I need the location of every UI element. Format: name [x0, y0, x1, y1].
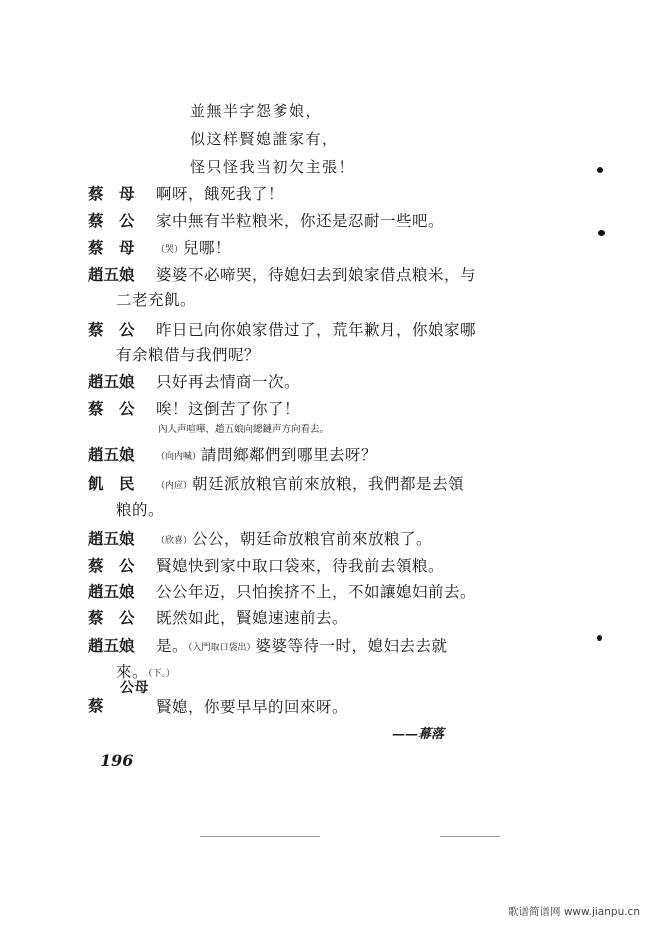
dialogue-line: [88, 472, 464, 494]
stage-note: （哭）: [156, 245, 184, 255]
dialogue-text: 賢媳，你要早早的回來呀。: [156, 698, 349, 716]
speaker: 趙五娘: [88, 445, 135, 464]
dialogue-line: [88, 318, 476, 340]
dialogue-text: 朝廷派放粮官前來放粮，我們都是去領: [192, 475, 465, 493]
speaker: 趙五娘: [88, 529, 135, 548]
stage-note: （内应）: [156, 481, 193, 491]
speaker: 趙五娘: [88, 372, 135, 391]
dialogue-text: 婆婆不必啼哭，待媳妇去到娘家借点粮米，与: [156, 266, 477, 284]
dialogue-text: 昨日已向你娘家借过了，荒年歉月，你娘家哪: [156, 321, 477, 339]
dialogue-text: 啊呀，餓死我了！: [156, 185, 285, 203]
dialogue-line-final: [88, 680, 349, 717]
speaker-a: 蔡: [88, 696, 105, 715]
dialogue-line: [88, 527, 432, 549]
dialogue-line: [88, 580, 476, 602]
dialogue-line: [88, 236, 231, 258]
dialogue-continuation: 有余粮借与我們呢？: [116, 346, 261, 364]
speaker-stacked: [88, 680, 156, 715]
dialogue-text: 只好再去情商一次。: [156, 373, 301, 391]
dialogue-text: 賢媳快到家中取口袋來，待我前去領粮。: [156, 557, 445, 575]
scan-noise: [200, 836, 320, 837]
dialogue-continuation: 粮的。: [116, 501, 165, 519]
dialogue-text: 兒哪！: [183, 239, 232, 257]
continuation-text: 來。: [116, 663, 149, 681]
dialogue-line: [88, 370, 300, 392]
dialogue-line: [88, 397, 300, 419]
curtain-falls: ——幕落: [392, 727, 445, 742]
speaker: 趙五娘: [88, 265, 135, 284]
dialogue-line: [88, 263, 476, 285]
dialogue-text: 公公，朝廷命放粮官前來放粮了。: [192, 530, 433, 548]
verse-line-3: 怪只怪我当初欠主張！: [190, 158, 356, 176]
stage-note: （向内喊）: [156, 452, 202, 462]
scan-speck: [598, 230, 605, 236]
speaker: 趙五娘: [88, 582, 135, 601]
speaker: 蔡 公: [88, 608, 135, 627]
stage-note: （下。）: [148, 669, 176, 679]
speaker: 蔡 公: [88, 211, 135, 230]
stage-note: （欣喜）: [156, 536, 193, 546]
watermark: 歌谱简谱网 www.jianpu.cn: [508, 906, 640, 918]
speaker: 趙五娘: [88, 636, 135, 655]
dialogue-line: [88, 182, 284, 204]
speaker: 蔡 母: [88, 238, 135, 257]
speaker: 飢 民: [88, 474, 135, 493]
dialogue-text: 是。: [156, 637, 189, 655]
stage-direction: 內人声喧嘩，趙五娘向總鏈声方向看去。: [158, 424, 330, 435]
scan-speck: [597, 167, 603, 173]
dialogue-line: [88, 443, 377, 465]
dialogue-line: [88, 209, 444, 231]
dialogue-text: 公公年迈，只怕挨挤不上，不如讓媳妇前去。: [156, 583, 477, 601]
dialogue-text: 唉！这倒苦了你了！: [156, 400, 301, 418]
scan-speck: [597, 635, 602, 641]
speaker: 蔡 母: [88, 184, 135, 203]
page-number: 196: [100, 751, 134, 770]
dialogue-text: 既然如此，賢媳速速前去。: [156, 609, 349, 627]
dialogue-text: 請問鄉鄰們到哪里去呀？: [201, 446, 378, 464]
stage-note: （入門取口袋出）: [188, 643, 256, 653]
scan-noise: [440, 836, 500, 837]
dialogue-text: 家中無有半粒粮米，你还是忍耐一些吧。: [156, 212, 445, 230]
dialogue-line: [88, 634, 448, 656]
dialogue-continuation: 二老充飢。: [116, 291, 197, 309]
dialogue-continuation: [116, 660, 175, 682]
dialogue-text: 婆婆等待一时，媳妇去去就: [255, 637, 448, 655]
verse-line-1: 並無半字怨爹娘，: [190, 102, 323, 120]
verse-line-2: 似这样賢媳誰家有，: [190, 130, 339, 148]
speaker: 蔡 公: [88, 320, 135, 339]
dialogue-line: [88, 554, 444, 576]
speaker-b: 公母: [120, 680, 149, 696]
speaker: 蔡 公: [88, 399, 135, 418]
speaker: 蔡 公: [88, 556, 135, 575]
dialogue-line: [88, 606, 348, 628]
